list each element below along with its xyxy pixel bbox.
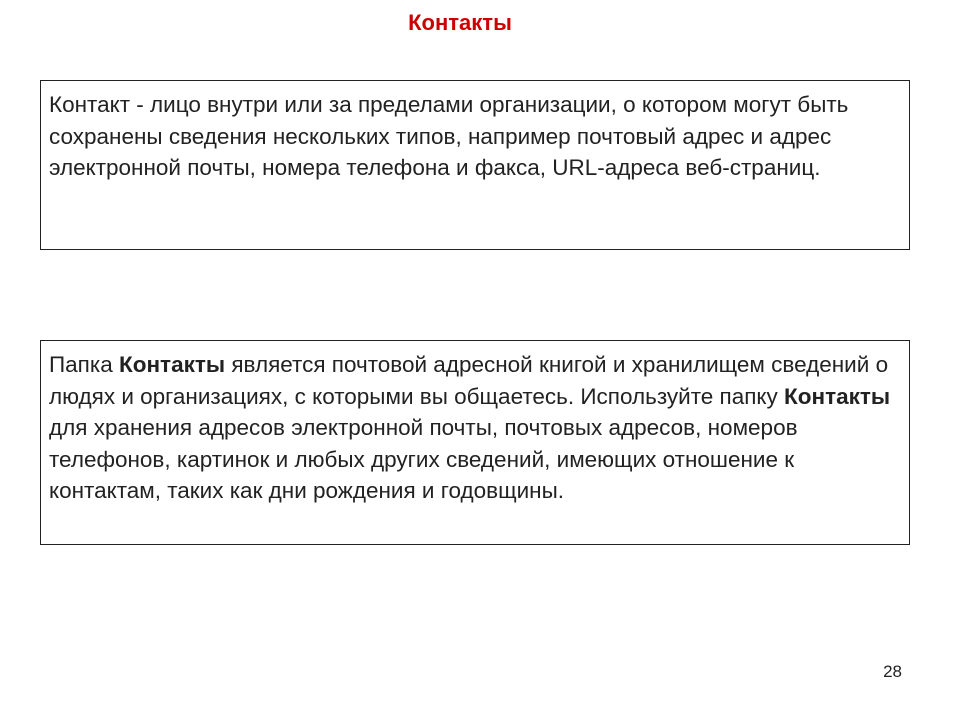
definition-box — [40, 80, 910, 250]
folder-text-part-2: является почтовой адресной книгой и хранилищем сведений о людях и организациях, с которыми вы общаетесь. Используйте папку — [49, 352, 889, 409]
folder-description-box — [40, 340, 910, 545]
folder-name-bold-2: Контакты — [784, 383, 891, 409]
folder-text-part-3: для хранения адресов электронной почты, почтовых адресов, номеров телефонов, картинок и любых других сведений, имеющих отношение к контактам, таких как дни рождения и годовщины. — [49, 415, 798, 503]
folder-name-bold-1: Контакты — [118, 352, 226, 377]
slide-title: Контакты — [408, 10, 512, 35]
definition-text: Контакт - лицо внутри или за пределами организации, о котором могут быть сохранены сведения нескольких типов, например почтовый адрес и адрес электронной почты, номера телефона и факса, URL-адреса веб-страниц. — [49, 92, 849, 180]
page-number: 28 — [883, 662, 902, 681]
folder-description-text — [41, 341, 909, 507]
folder-text-part-1: Папка — [49, 352, 119, 377]
